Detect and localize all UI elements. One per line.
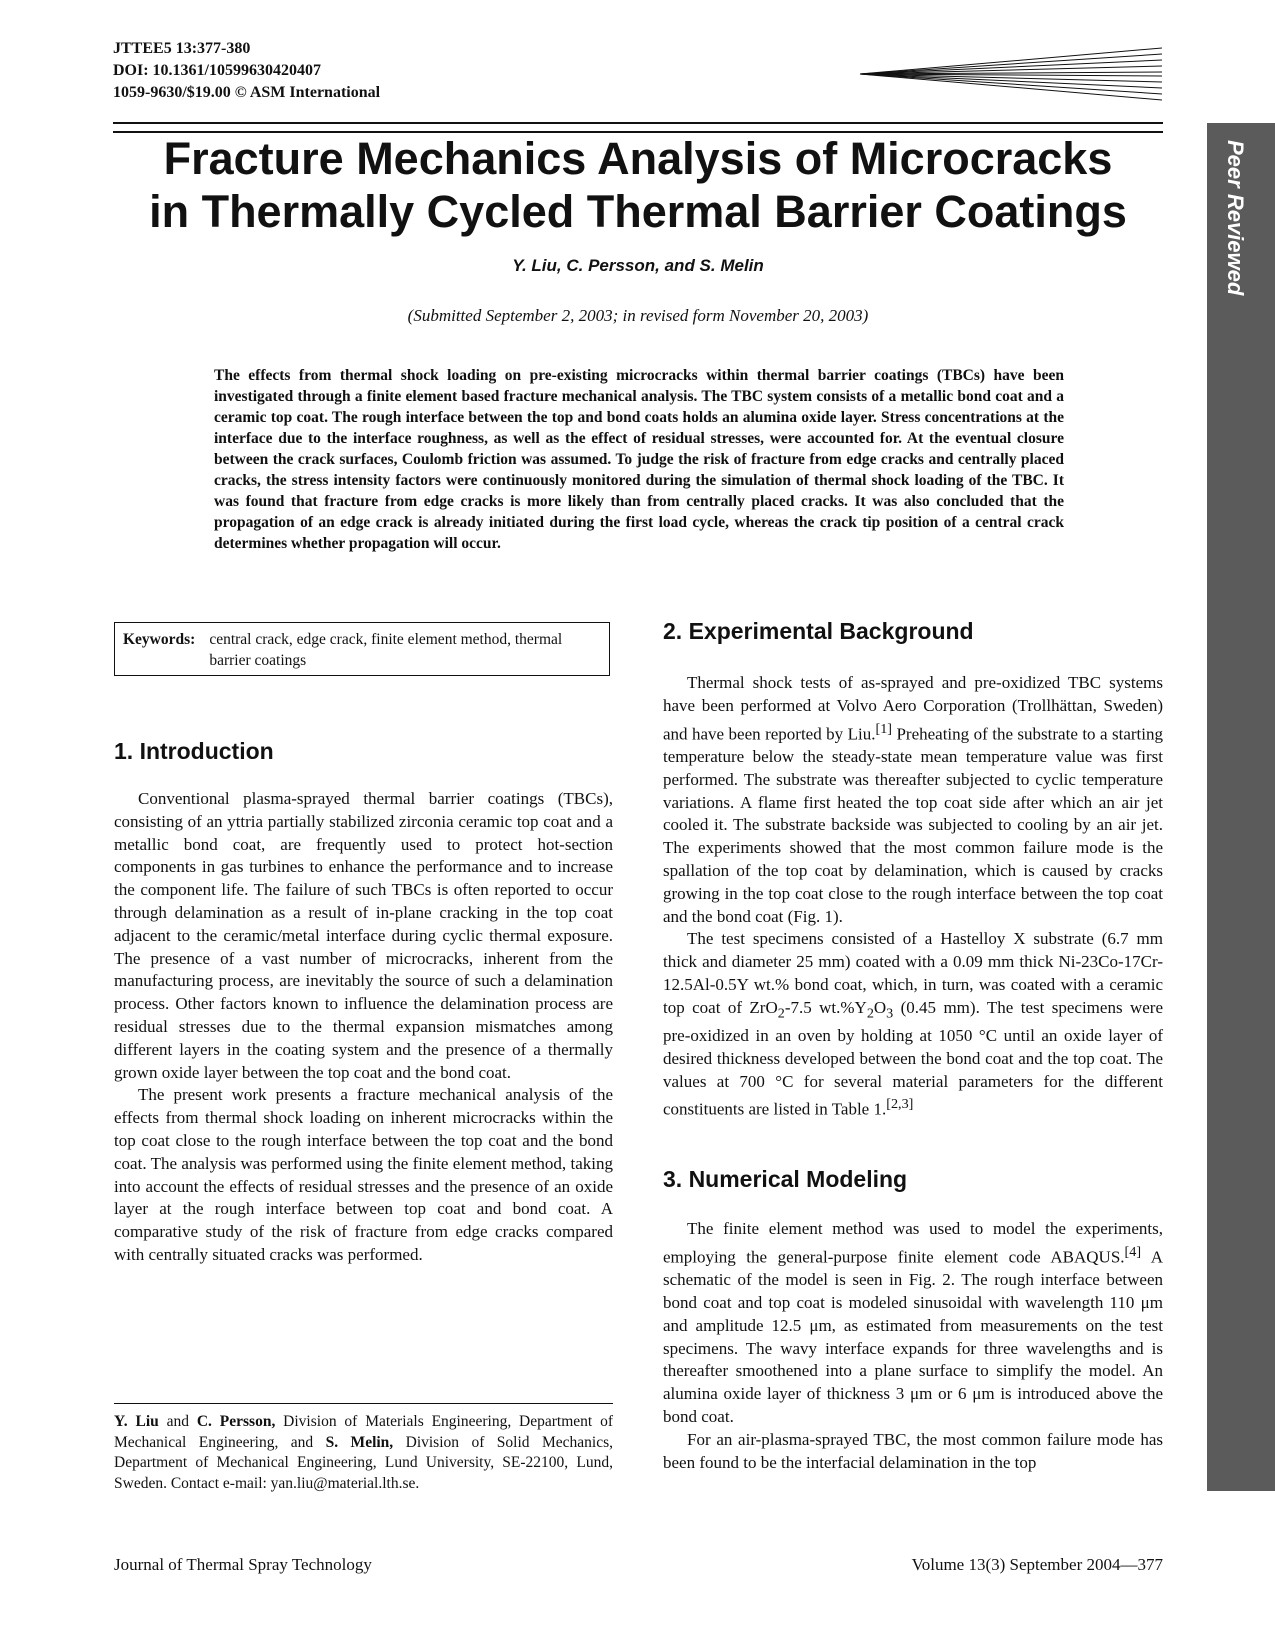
journal-logo-icon (860, 46, 1162, 102)
section-heading-numerical-modeling: 3. Numerical Modeling (663, 1166, 908, 1192)
keywords-value: central crack, edge crack, finite element method, thermal barrier coatings (209, 631, 563, 669)
issn-price: 1059-9630/$19.00 © ASM International (113, 84, 381, 101)
subscript: 2 (866, 1005, 874, 1022)
text-run: (0.45 mm). The test specimens were pre-oxidized in an oven by holding at 1050 °C until an oxide layer of desired thickness developed between the bond coat and the top coat. The values at 700 °C for several material parameters for the different constituents are listed in Table 1. (663, 997, 1163, 1120)
text-run: The test specimens consisted of a Hastelloy X substrate (6.7 mm thick and diameter 25 mm) coated with a 0.09 mm thick Ni-23Co-17Cr-12.5Al-0.5Y wt.% bond coat, which, in turn, was coated with a ceramic top coat of ZrO (663, 929, 1163, 1017)
citation-ref: [4] (1124, 1243, 1142, 1260)
footer-volume-page: Volume 13(3) September 2004—377 (911, 1555, 1163, 1574)
paragraph (663, 672, 1163, 928)
journal-code: JTTEE5 13:377-380 (113, 40, 251, 57)
author-name: S. Melin, (325, 1433, 394, 1451)
submission-dates: (Submitted September 2, 2003; in revised form November 20, 2003) (407, 306, 869, 325)
text-run: Thermal shock tests of as-sprayed and pre-oxidized TBC systems have been performed at Volvo Aero Corporation (Trollhättan, Sweden) and have been reported by Liu. (663, 673, 1163, 744)
numerical-body (663, 1218, 1163, 1474)
paragraph (663, 928, 1163, 1121)
title-line-2: in Thermally Cycled Thermal Barrier Coatings (149, 186, 1127, 237)
section-heading-introduction: 1. Introduction (114, 738, 274, 764)
author-name: Y. Liu (114, 1413, 159, 1430)
affiliation-text: Division of Solid Mechanics, Department of Mechanical Engineering, Lund University, SE-22100, Lund, Sweden. Contact e-mail: yan.liu@material.lth.se. (114, 1433, 613, 1492)
keywords-label: Keywords: (123, 631, 196, 648)
connector-text: and (158, 1413, 197, 1430)
author-affiliations (114, 1412, 613, 1494)
keywords-box (114, 622, 610, 676)
peer-reviewed-label: Peer Reviewed (1223, 140, 1248, 296)
abstract: The effects from thermal shock loading on pre-existing microcracks within thermal barrier coatings (TBCs) have been investigated through a finite element based fracture mechanical analysis. The TBC system consists of a metallic bond coat and a ceramic top coat. The rough interface between the top and bond coats holds an alumina oxide layer. Stress concentrations at the interface due to the interface roughness, as well as the effect of residual stresses, were accounted for. At the eventual closure between the crack surfaces, Coulomb friction was assumed. To judge the risk of fracture from edge cracks and centrally placed cracks, the stress intensity factors were continuously monitored during the simulation of thermal shock loading of the TBC. It was found that fracture from edge cracks is more likely than from centrally placed cracks. It was also concluded that the propagation of an edge crack is already initiated during the first load cycle, whereas the crack tip position of a central crack determines whether propagation will occur. (214, 367, 1064, 552)
citation-ref: [1] (875, 720, 892, 737)
section-heading-experimental-background: 2. Experimental Background (663, 618, 974, 644)
paragraph: For an air-plasma-sprayed TBC, the most common failure mode has been found to be the interfacial delamination in the top (663, 1429, 1163, 1472)
peer-reviewed-tab (1207, 123, 1275, 1491)
text-run: A schematic of the model is seen in Fig. 2. The rough interface between bond coat and top coat is modeled sinusoidal with wavelength 110 μm and amplitude 12.5 μm, as estimated from measurements on the test specimens. The wavy interface expands for three wavelengths and is thereafter smoothened into a plane surface to simplify the model. An alumina oxide layer of thickness 3 μm or 6 μm is introduced above the bond coat. (663, 1247, 1163, 1427)
affiliation-text: Division of Materials Engineering, Department of Mechanical Engineering, and (114, 1413, 613, 1451)
footnote-rule (114, 1403, 613, 1404)
paper-title (113, 132, 1163, 238)
authors: Y. Liu, C. Persson, and S. Melin (512, 256, 764, 275)
text-run: Preheating of the substrate to a starting temperature below the steady-state mean temperature value was first performed. The substrate was thereafter subjected to cyclic temperature variations. A flame first heated the top coat side after which an air jet cooled it. The substrate backside was subjected to cooling by an air jet. The experiments showed that the most common failure mode is the spallation of the top coat by delamination, which is caused by cracks growing in the top coat close to the rough interface between the top coat and the bond coat (Fig. 1). (663, 724, 1163, 926)
subscript: 3 (886, 1005, 894, 1022)
text-run: The finite element method was used to model the experiments, employing the general-purpose finite element code ABAQUS. (663, 1219, 1163, 1267)
paragraph: The present work presents a fracture mechanical analysis of the effects from thermal shock loading on inherent microcracks within the top coat close to the rough interface between the top coat and the bond coat. The analysis was performed using the finite element method, taking into account the effects of residual stresses and the presence of an oxide layer at the rough interface between top coat and bond coat. A comparative study of the risk of fracture from edge cracks compared with centrally situated cracks was performed. (114, 1085, 613, 1264)
introduction-body (114, 788, 613, 1267)
journal-metadata (113, 38, 380, 104)
doi: DOI: 10.1361/10599630420407 (113, 62, 321, 79)
paragraph (663, 1218, 1163, 1429)
text-run: O (873, 997, 887, 1017)
text-run: -7.5 wt.%Y (784, 997, 867, 1017)
footer-journal-name: Journal of Thermal Spray Technology (114, 1555, 372, 1574)
subscript: 2 (777, 1005, 785, 1022)
paragraph: Conventional plasma-sprayed thermal barrier coatings (TBCs), consisting of an yttria partially stabilized zirconia ceramic top coat and a metallic bond coat, are frequently used to protect hot-section components in gas turbines to enhance the performance and to increase the component life. The failure of such TBCs is often reported to occur through delamination as a result of in-plane cracking in the top coat adjacent to the ceramic/metal interface during cyclic thermal exposure. The presence of a vast number of microcracks, inherent from the manufacturing process, are inevitably the source of such a delamination process. Other factors known to influence the delamination process are residual stresses due to the thermal expansion mismatches among different layers in the coating system and the presence of a thermally grown oxide layer between the top coat and the bond coat. (114, 789, 613, 1082)
title-line-1: Fracture Mechanics Analysis of Microcracks (163, 133, 1113, 184)
author-name: C. Persson, (196, 1413, 276, 1430)
citation-ref: [2,3] (886, 1096, 914, 1113)
experimental-body (663, 672, 1163, 1122)
